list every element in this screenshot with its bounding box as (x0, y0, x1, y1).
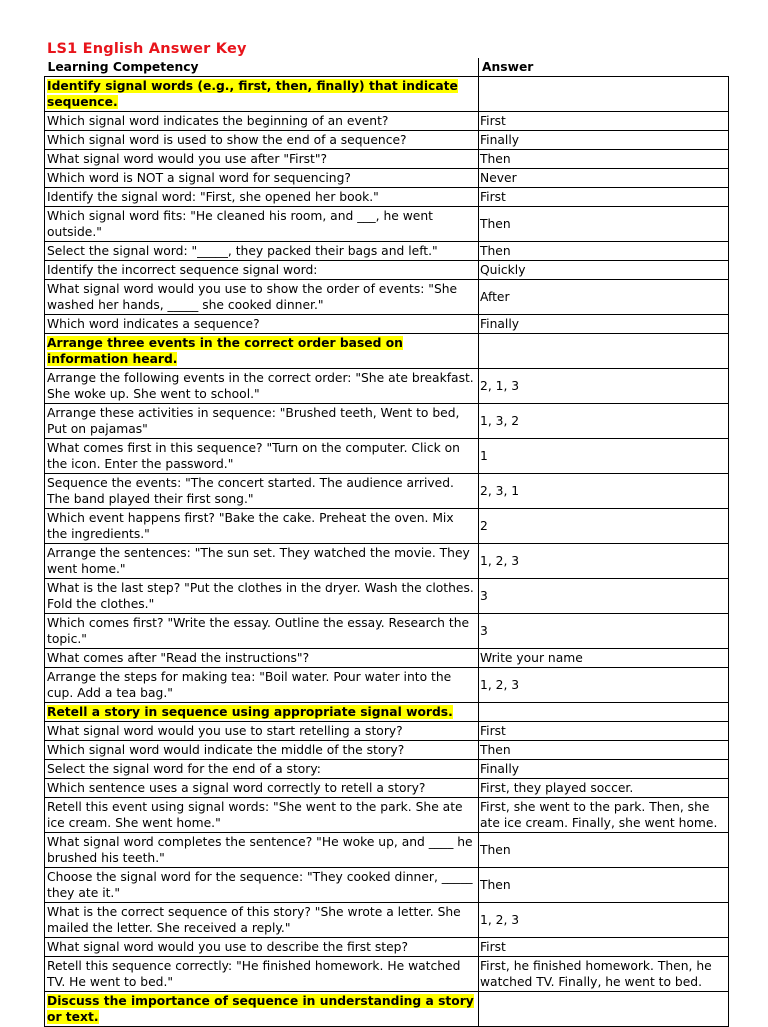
question-cell: Retell this event using signal words: "She went to the park. She ate ice cream. She went home." (45, 798, 479, 833)
answer-cell (479, 703, 729, 722)
question-cell: Which word is NOT a signal word for sequencing? (45, 169, 479, 188)
question-cell: What comes first in this sequence? "Turn on the computer. Click on the icon. Enter the password." (45, 439, 479, 474)
table-row (45, 668, 729, 703)
question-cell: What signal word would you use to show the order of events: "She washed her hands, _____ she cooked dinner." (45, 280, 479, 315)
question-cell: Which signal word fits: "He cleaned his room, and ___, he went outside." (45, 207, 479, 242)
question-cell: Arrange the sentences: "The sun set. They watched the movie. They went home." (45, 544, 479, 579)
table-row (45, 150, 729, 169)
answer-cell: Then (479, 741, 729, 760)
table-row (45, 169, 729, 188)
table-row (45, 833, 729, 868)
table-row (45, 741, 729, 760)
section-heading-cell (45, 334, 479, 369)
section-heading: Identify signal words (e.g., first, then, finally) that indicate sequence. (47, 79, 458, 109)
table-row (45, 649, 729, 668)
table-row (45, 439, 729, 474)
question-cell: Select the signal word for the end of a story: (45, 760, 479, 779)
answer-cell: Write your name (479, 649, 729, 668)
answer-cell (479, 992, 729, 1027)
answer-cell: 1, 3, 2 (479, 404, 729, 439)
table-row (45, 868, 729, 903)
section-heading-cell (45, 992, 479, 1027)
question-cell: Choose the signal word for the sequence: "They cooked dinner, _____ they ate it." (45, 868, 479, 903)
answer-cell: 1, 2, 3 (479, 668, 729, 703)
table-row (45, 207, 729, 242)
table-row (45, 188, 729, 207)
table-header-row (45, 58, 729, 77)
table-row (45, 722, 729, 741)
answer-cell: Then (479, 868, 729, 903)
question-cell: Which word indicates a sequence? (45, 315, 479, 334)
question-cell: Which comes first? "Write the essay. Outline the essay. Research the topic." (45, 614, 479, 649)
table-row (45, 315, 729, 334)
question-cell: Identify the signal word: "First, she opened her book." (45, 188, 479, 207)
answer-cell: 3 (479, 614, 729, 649)
section-heading: Arrange three events in the correct order based on information heard. (47, 336, 403, 366)
table-row (45, 957, 729, 992)
document-title: LS1 English Answer Key (47, 41, 247, 57)
answer-cell (479, 77, 729, 112)
answer-cell: First, she went to the park. Then, she ate ice cream. Finally, she went home. (479, 798, 729, 833)
question-cell: What is the last step? "Put the clothes in the dryer. Wash the clothes. Fold the clothes." (45, 579, 479, 614)
answer-cell: 2, 3, 1 (479, 474, 729, 509)
question-cell: Arrange these activities in sequence: "Brushed teeth, Went to bed, Put on pajamas" (45, 404, 479, 439)
section-heading: Retell a story in sequence using appropriate signal words. (47, 705, 453, 719)
section-row (45, 703, 729, 722)
answer-cell: First (479, 112, 729, 131)
answer-cell: Finally (479, 315, 729, 334)
table-row (45, 131, 729, 150)
answer-cell: First (479, 938, 729, 957)
question-cell: What signal word completes the sentence? "He woke up, and ____ he brushed his teeth." (45, 833, 479, 868)
table-row (45, 544, 729, 579)
answer-cell: Then (479, 150, 729, 169)
answer-cell: Then (479, 242, 729, 261)
table-row (45, 798, 729, 833)
answer-cell: First (479, 188, 729, 207)
section-heading: Discuss the importance of sequence in understanding a story or text. (47, 994, 474, 1024)
table-row (45, 261, 729, 280)
table-row (45, 903, 729, 938)
answer-cell: 2 (479, 509, 729, 544)
table-row (45, 280, 729, 315)
header-competency: Learning Competency (45, 58, 479, 77)
question-cell: Which signal word is used to show the end of a sequence? (45, 131, 479, 150)
table-row (45, 369, 729, 404)
question-cell: What signal word would you use to describe the first step? (45, 938, 479, 957)
table-row (45, 474, 729, 509)
question-cell: Arrange the steps for making tea: "Boil water. Pour water into the cup. Add a tea bag." (45, 668, 479, 703)
table-row (45, 614, 729, 649)
answer-cell: Finally (479, 131, 729, 150)
question-cell: What is the correct sequence of this story? "She wrote a letter. She mailed the letter. She received a reply." (45, 903, 479, 938)
question-cell: Which signal word would indicate the middle of the story? (45, 741, 479, 760)
question-cell: Select the signal word: "_____, they packed their bags and left." (45, 242, 479, 261)
answer-cell: 1, 2, 3 (479, 903, 729, 938)
answer-cell: 3 (479, 579, 729, 614)
answer-cell: Then (479, 207, 729, 242)
question-cell: What signal word would you use after "First"? (45, 150, 479, 169)
answer-cell: First (479, 722, 729, 741)
answer-cell: First, they played soccer. (479, 779, 729, 798)
answer-cell: 2, 1, 3 (479, 369, 729, 404)
section-heading-cell (45, 703, 479, 722)
table-row (45, 242, 729, 261)
table-row (45, 760, 729, 779)
table-row (45, 509, 729, 544)
table-row (45, 579, 729, 614)
answer-cell: Never (479, 169, 729, 188)
question-cell: Retell this sequence correctly: "He finished homework. He watched TV. He went to bed." (45, 957, 479, 992)
section-row (45, 992, 729, 1027)
section-heading-cell (45, 77, 479, 112)
question-cell: Arrange the following events in the correct order: "She ate breakfast. She woke up. She went to school." (45, 369, 479, 404)
question-cell: Sequence the events: "The concert started. The audience arrived. The band played their first song." (45, 474, 479, 509)
table-body (45, 77, 729, 1027)
answer-cell: 1, 2, 3 (479, 544, 729, 579)
header-answer: Answer (482, 60, 534, 74)
answer-cell: After (479, 280, 729, 315)
question-cell: What comes after "Read the instructions"? (45, 649, 479, 668)
table-row (45, 779, 729, 798)
answer-key-table (44, 58, 729, 1027)
answer-cell (479, 334, 729, 369)
question-cell: Which sentence uses a signal word correctly to retell a story? (45, 779, 479, 798)
table-row (45, 112, 729, 131)
answer-cell: Finally (479, 760, 729, 779)
question-cell: Which event happens first? "Bake the cake. Preheat the oven. Mix the ingredients." (45, 509, 479, 544)
answer-cell: 1 (479, 439, 729, 474)
table-row (45, 404, 729, 439)
answer-cell: First, he finished homework. Then, he watched TV. Finally, he went to bed. (479, 957, 729, 992)
question-cell: What signal word would you use to start retelling a story? (45, 722, 479, 741)
section-row (45, 334, 729, 369)
answer-cell: Quickly (479, 261, 729, 280)
question-cell: Identify the incorrect sequence signal word: (45, 261, 479, 280)
section-row (45, 77, 729, 112)
answer-cell: Then (479, 833, 729, 868)
table-row (45, 938, 729, 957)
question-cell: Which signal word indicates the beginning of an event? (45, 112, 479, 131)
